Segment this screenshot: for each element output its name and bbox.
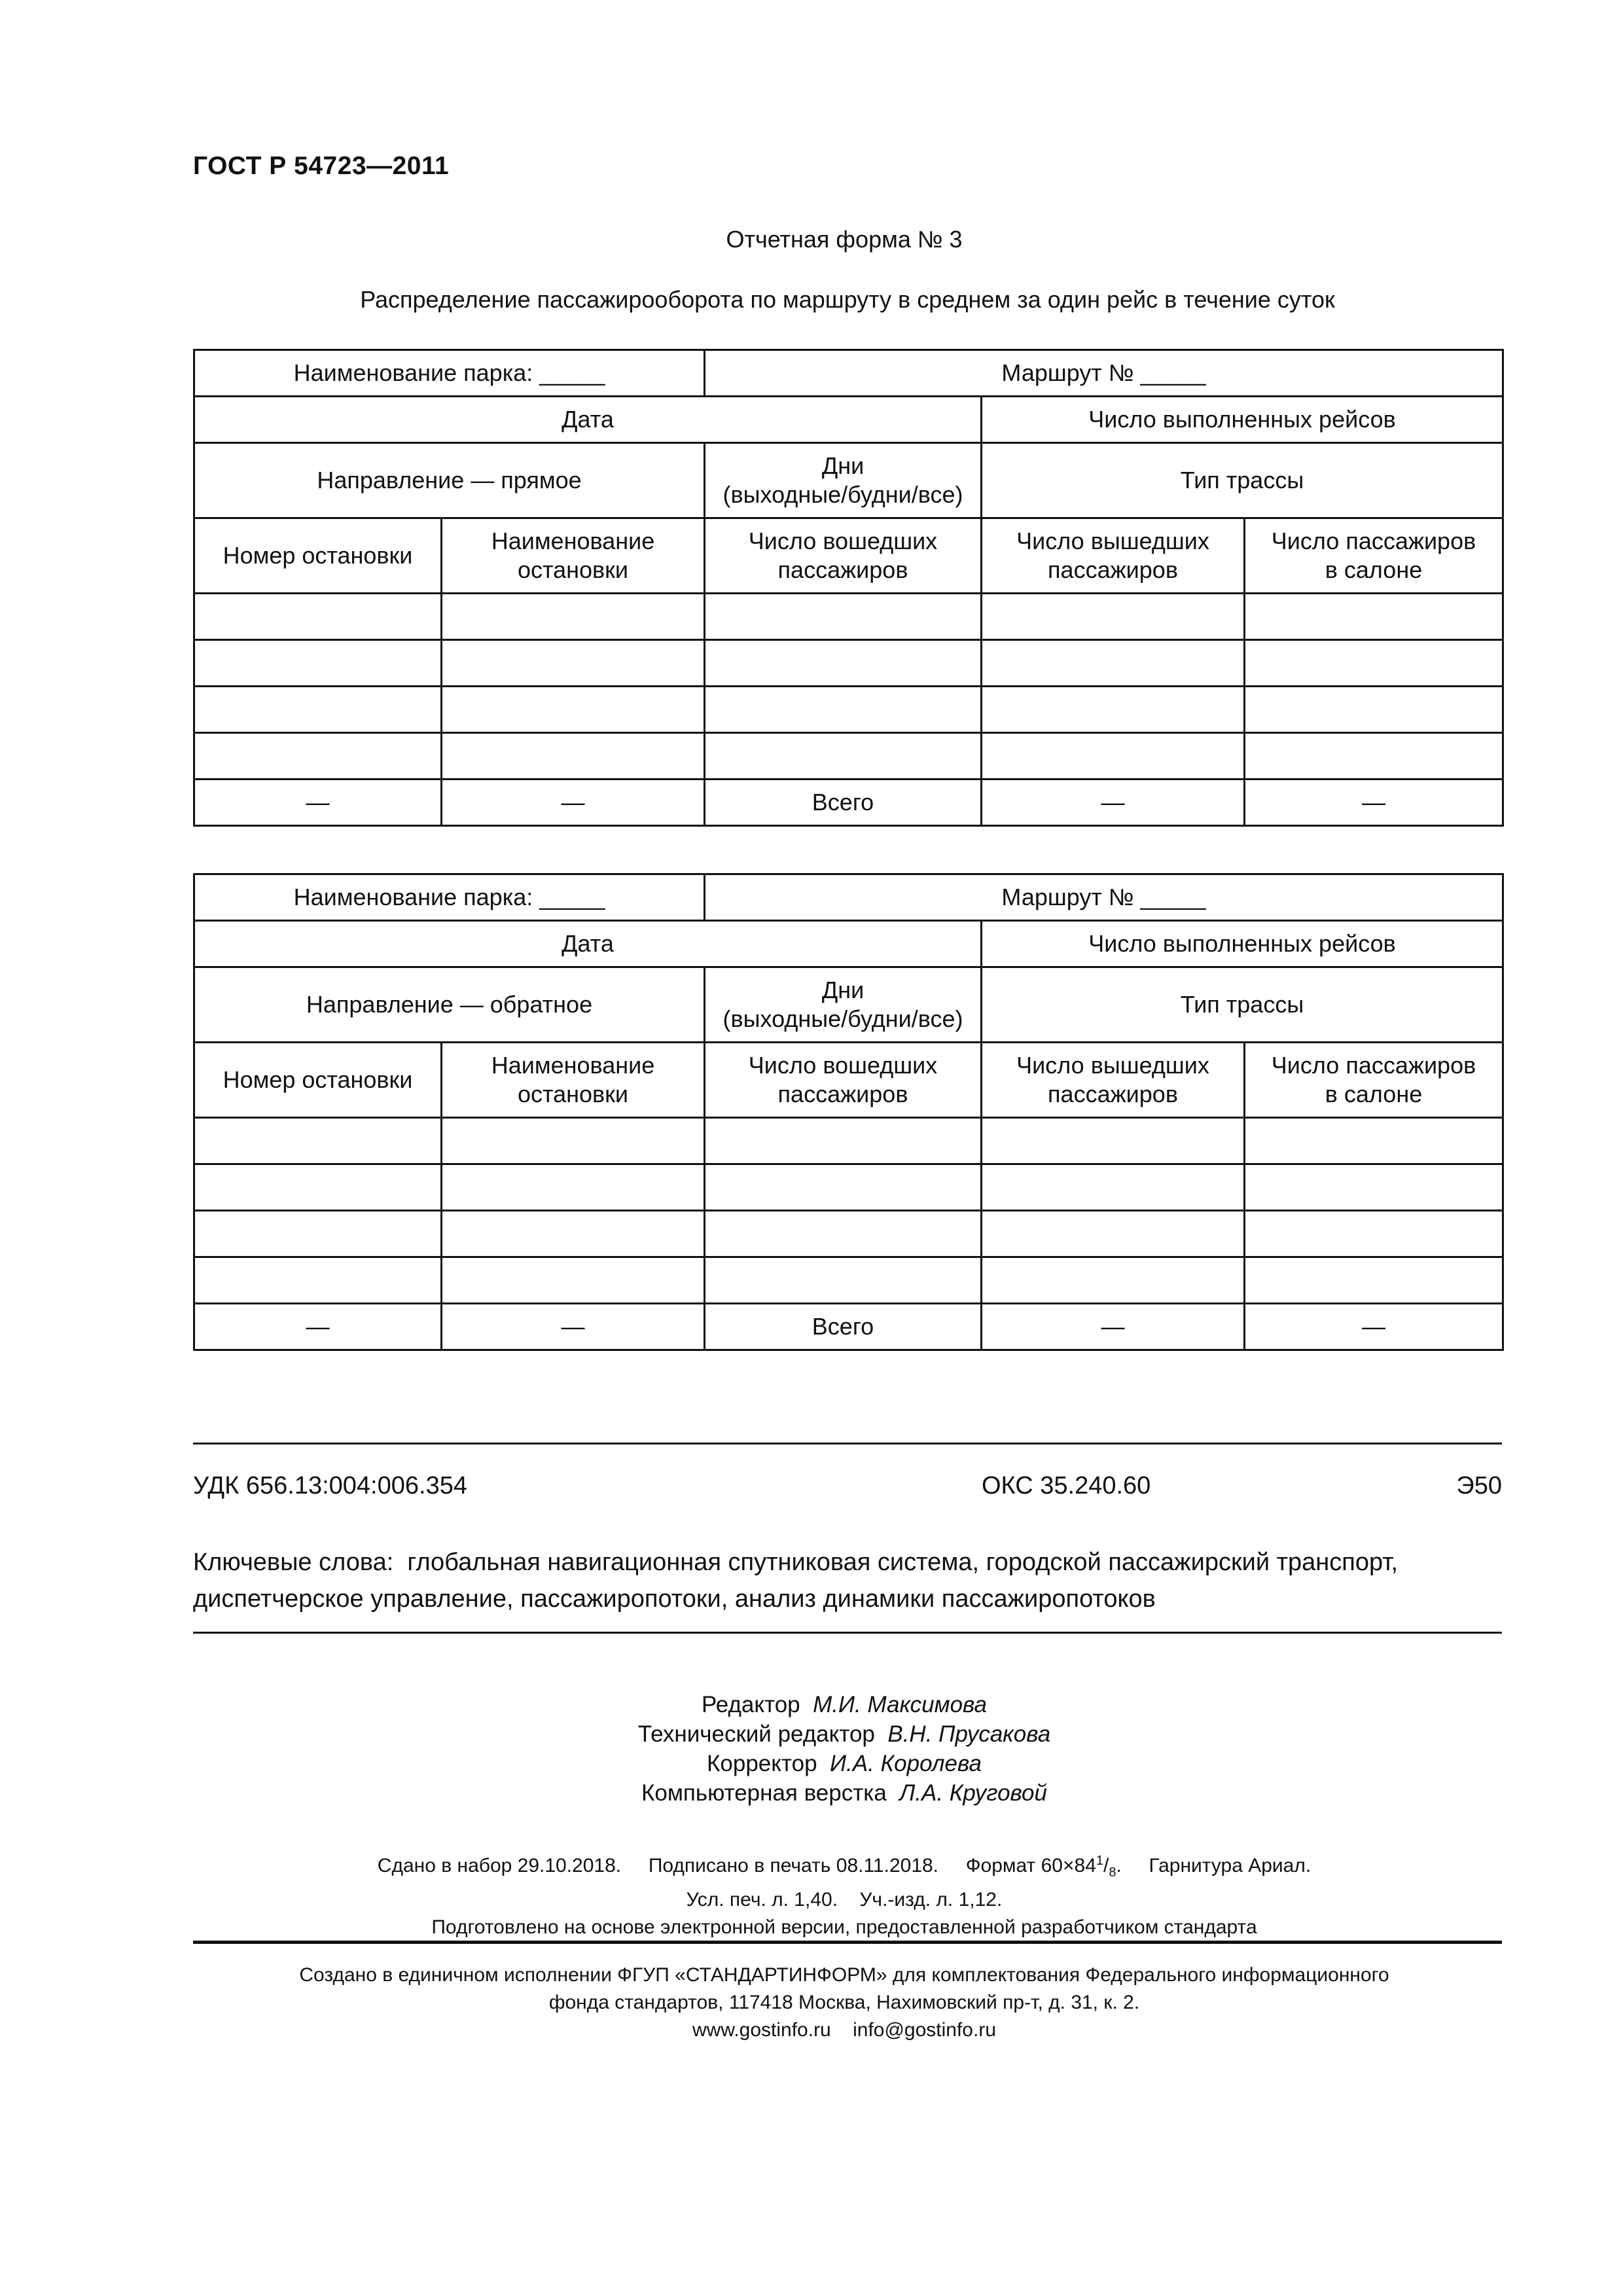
column-header-onboard: Число пассажиров в салоне [1245,1043,1503,1118]
route-type-cell: Тип трассы [982,443,1503,518]
email-link[interactable]: info@gostinfo.ru [853,2019,996,2041]
trips-count-cell: Число выполненных рейсов [982,921,1503,967]
form-subtitle: Распределение пассажирооборота по маршруту в среднем за один рейс в течение суток [360,286,1335,313]
document-code: ГОСТ Р 54723—2011 [193,152,450,180]
table-row [194,1118,1503,1164]
credit-corrector: Корректор И.А. Королева [707,1751,982,1776]
route-type-cell: Тип трассы [982,967,1503,1043]
oks-code: ОКС 35.240.60 [982,1472,1151,1499]
publisher-footer: Создано в единичном исполнении ФГУП «СТАНДАРТИНФОРМ» для комплектования Федерального информационного фонда стандартов, 117418 Москва, Нахимовский пр-т, д. 31, к. 2. www.gostinfo.ru info@gostinfo.ru [299,1964,1389,2041]
column-header-boarded: Число вошедших пассажиров [705,1043,982,1118]
divider-thick [193,1941,1502,1944]
column-header-stop-name: Наименование остановки [442,518,705,594]
column-header-onboard: Число пассажиров в салоне [1245,518,1503,594]
column-header-stop-number: Номер остановки [194,518,442,594]
total-row: — — Всего — — [194,1304,1503,1350]
table-row [194,687,1503,733]
credits-block [0,1690,1623,1808]
column-header-alighted: Число вышедших пассажиров [982,1043,1245,1118]
column-header-stop-name: Наименование остановки [442,1043,705,1118]
publication-info: Сдано в набор 29.10.2018. Подписано в печать 08.11.2018. Формат $60\times 84^1/_8$. Гарнитура Ариал. Усл. печ. л. 1,40. Уч.-изд. л. 1,12. Подготовлено на основе электронной версии, предоставленной разработчиком стандарта [377,1854,1311,1938]
table-row [194,733,1503,780]
divider [193,1443,1502,1444]
website-link[interactable]: www.gostinfo.ru [692,2019,831,2041]
divider [193,1632,1502,1634]
date-cell: Дата [194,397,982,443]
column-header-boarded: Число вошедших пассажиров [705,518,982,594]
route-number-cell: Маршрут № _____ [705,874,1503,921]
column-header-stop-number: Номер остановки [194,1043,442,1118]
trips-count-cell: Число выполненных рейсов [982,397,1503,443]
park-name-cell: Наименование парка: _____ [194,350,705,397]
direction-cell: Направление — прямое [194,443,705,518]
column-header-alighted: Число вышедших пассажиров [982,518,1245,594]
form-title: Отчетная форма № 3 [726,226,963,253]
credit-editor: Редактор М.И. Максимова [701,1692,988,1717]
direction-cell: Направление — обратное [194,967,705,1043]
total-row: — — Всего — — [194,780,1503,826]
table-row [194,594,1503,640]
table-row [194,640,1503,687]
park-name-cell: Наименование парка: _____ [194,874,705,921]
credit-layout: Компьютерная верстка Л.А. Круговой [641,1780,1047,1806]
udk-code: УДК 656.13:004:006.354 [193,1472,467,1499]
report-table-forward [193,349,1504,827]
keywords: Ключевые слова: глобальная навигационная спутниковая система, городской пассажирский транспорт, диспетчерское управление, пассажиропотоки, анализ динамики пассажиропотоков [193,1549,1399,1613]
credit-tech-editor: Технический редактор В.Н. Прусакова [637,1721,1051,1747]
date-cell: Дата [194,921,982,967]
days-cell: Дни (выходные/будни/все) [705,967,982,1043]
table-row [194,1257,1503,1304]
days-cell: Дни (выходные/будни/все) [705,443,982,518]
route-number-cell: Маршрут № _____ [705,350,1503,397]
table-row [194,1211,1503,1257]
table-row [194,1164,1503,1211]
classification-code: Э50 [1456,1472,1502,1499]
report-table-reverse [193,873,1504,1351]
